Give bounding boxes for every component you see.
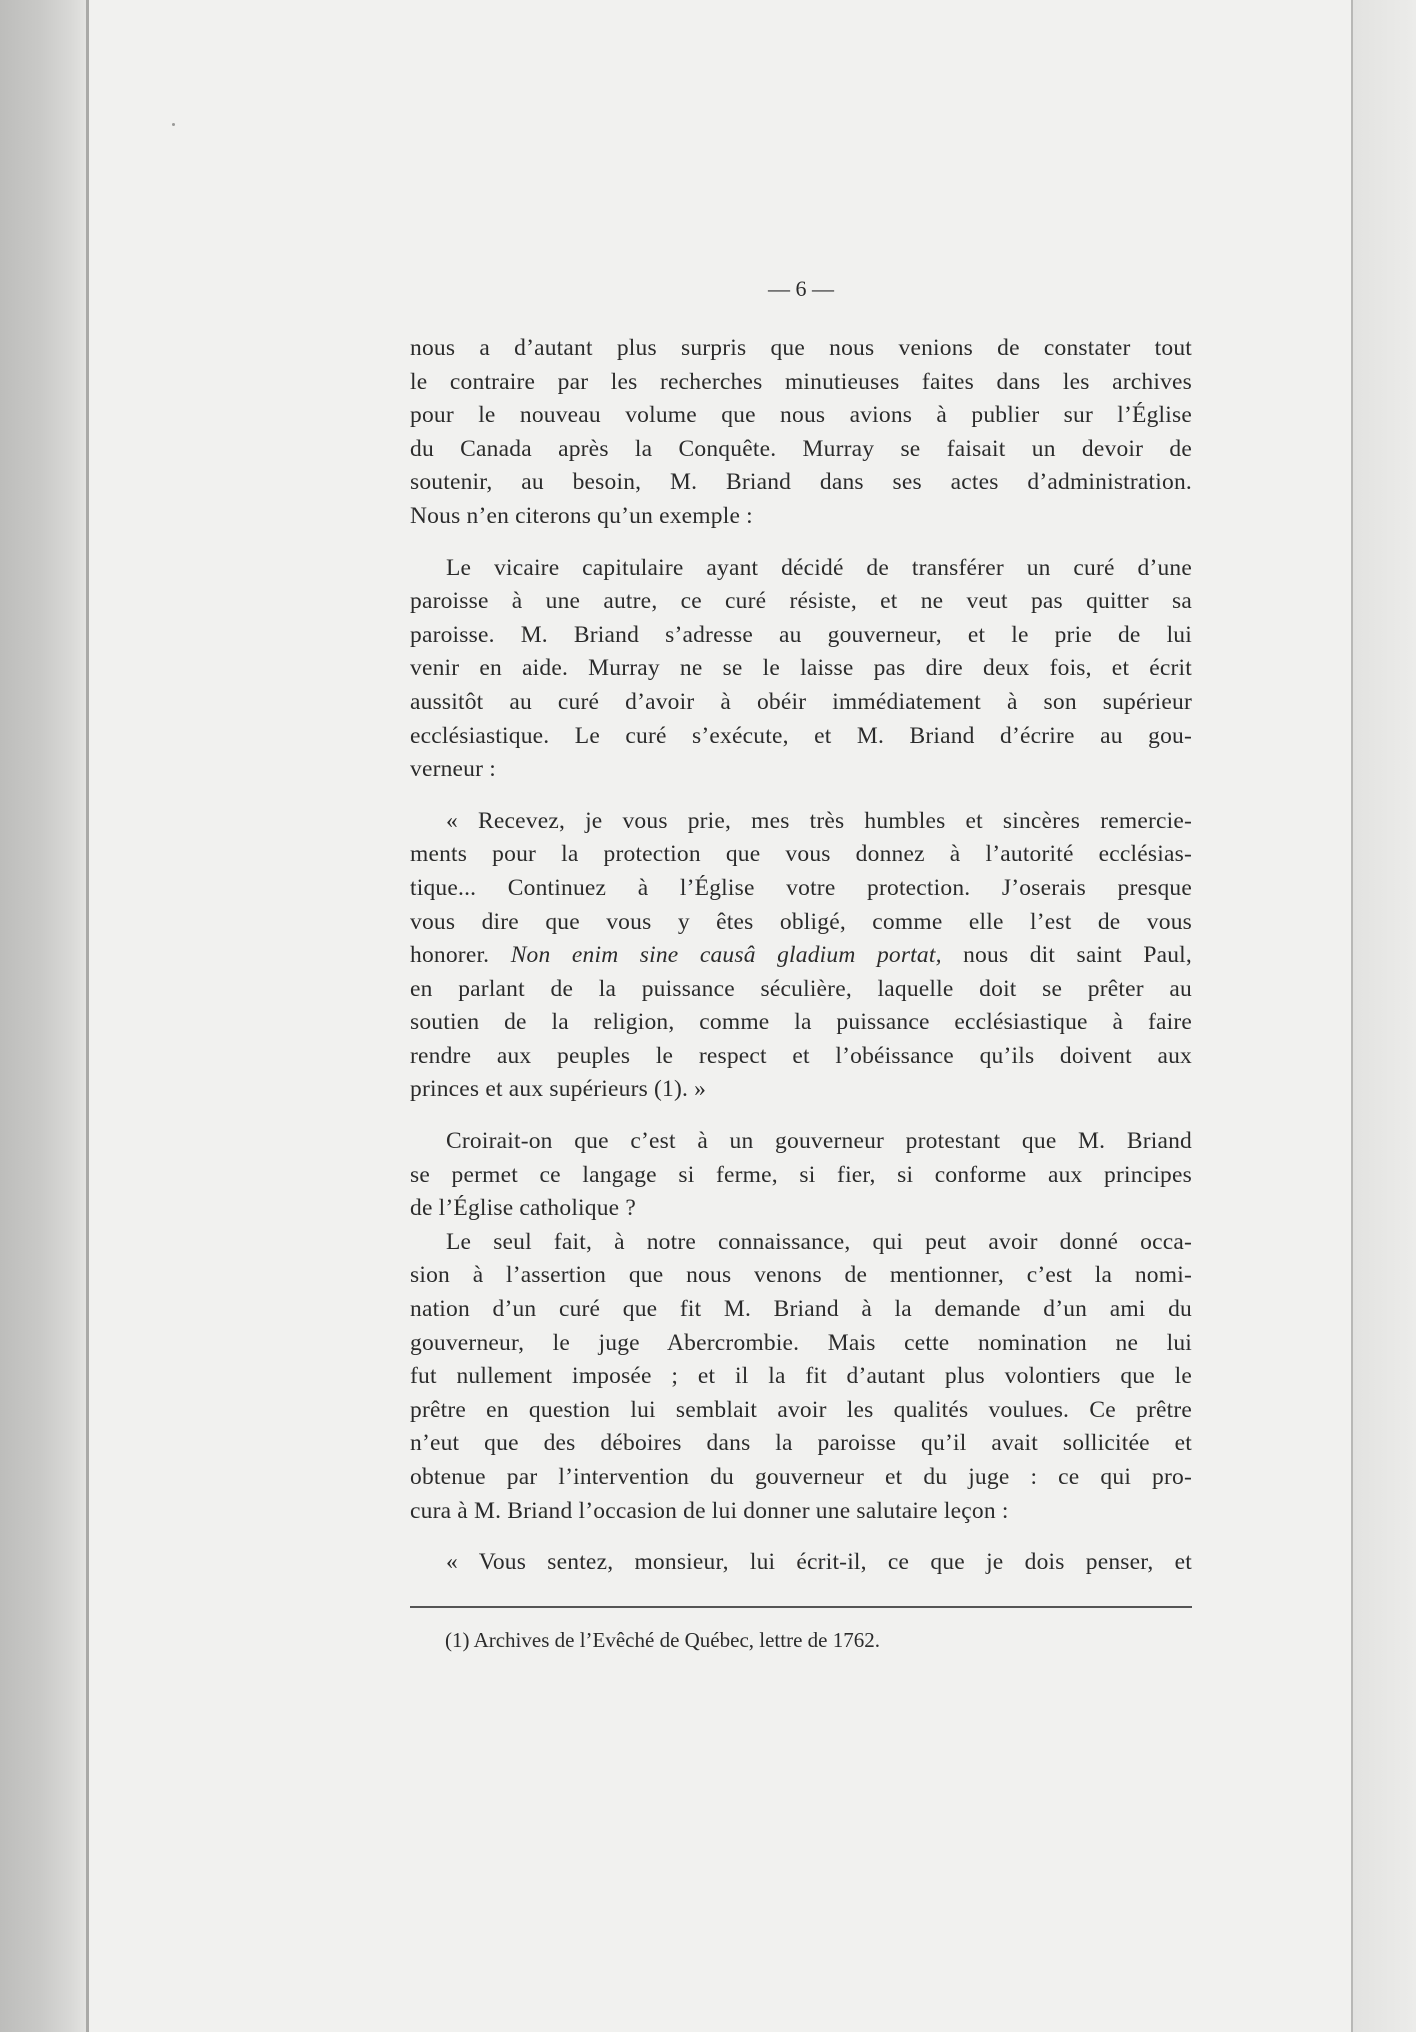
text-line: soutien de la religion, comme la puissance ecclésiastique à faire (410, 1009, 1192, 1036)
text-line: paroisse à une autre, ce curé résiste, et ne veut pas quitter sa (410, 588, 1192, 615)
text-fragment: nous dit saint Paul, (941, 942, 1192, 969)
text-line: aussitôt au curé d’avoir à obéir immédiatement à son supérieur (410, 688, 1192, 715)
text-line: cura à M. Briand l’occasion de lui donner une salutaire leçon : (410, 1497, 1009, 1524)
text-line: se permet ce langage si ferme, si fier, si conforme aux principes (410, 1161, 1192, 1188)
page-number: — 6 — (768, 276, 834, 301)
text-line: fut nullement imposée ; et il la fit d’autant plus volontiers que le (410, 1363, 1192, 1390)
text-line: ecclésiastique. Le curé s’exécute, et M. Briand d’écrire au gou- (410, 722, 1192, 749)
binding-strip (0, 0, 88, 2032)
text-line: Le seul fait, à notre connaissance, qui peut avoir donné occa- (446, 1228, 1192, 1255)
text-line: obtenue par l’intervention du gouverneur et du juge : ce qui pro- (410, 1464, 1192, 1490)
text-line: venir en aide. Murray ne se le laisse pas dire deux fois, et écrit (410, 655, 1192, 682)
text-line: Le vicaire capitulaire ayant décidé de transférer un curé d’une (446, 554, 1192, 581)
body-text (410, 332, 1192, 1580)
text-line: vous dire que vous y êtes obligé, comme elle l’est de vous (410, 908, 1192, 935)
footnote-rule (410, 1606, 1192, 1608)
text-line: « Vous sentez, monsieur, lui écrit-il, ce que je dois penser, et (446, 1549, 1192, 1576)
text-fragment: honorer. (410, 942, 511, 969)
latin-quotation: Non enim sine causâ gladium portat, (510, 942, 942, 969)
text-line: gouverneur, le juge Abercrombie. Mais cette nomination ne lui (410, 1329, 1192, 1356)
text-line: soutenir, au besoin, M. Briand dans ses actes d’administration. (410, 469, 1192, 496)
text-line-with-latin-quote (410, 939, 1192, 973)
text-line: du Canada après la Conquête. Murray se faisait un devoir de (410, 435, 1192, 462)
text-line: le contraire par les recherches minutieuses faites dans les archives (410, 368, 1192, 395)
text-line: n’eut que des déboires dans la paroisse qu’il avait sollicitée et (410, 1430, 1192, 1457)
text-line: « Recevez, je vous prie, mes très humbles et sincères remercie- (446, 807, 1192, 834)
text-line: pour le nouveau volume que nous avions à publier sur l’Église (410, 402, 1192, 429)
text-line: paroisse. M. Briand s’adresse au gouverneur, et le prie de lui (410, 621, 1192, 648)
text-line: nation d’un curé que fit M. Briand à la demande d’un ami du (410, 1296, 1192, 1323)
text-line: de l’Église catholique ? (410, 1195, 637, 1222)
text-line: Croirait-on que c’est à un gouverneur protestant que M. Briand (446, 1128, 1192, 1155)
text-line: rendre aux peuples le respect et l’obéissance qu’ils doivent aux (410, 1042, 1192, 1069)
text-line: ments pour la protection que vous donnez à l’autorité ecclésias- (410, 841, 1192, 868)
footnote: (1) Archives de l’Evêché de Québec, lettre de 1762. (445, 1628, 880, 1652)
text-line: princes et aux supérieurs (1). » (410, 1076, 707, 1103)
text-line: tique... Continuez à l’Église votre protection. J’oserais presque (410, 874, 1192, 901)
text-line: verneur : (410, 756, 496, 783)
text-line: nous a d’autant plus surpris que nous venions de constater tout (410, 335, 1192, 361)
page-right-shadow (1353, 0, 1416, 2032)
text-line: sion à l’assertion que nous venons de mentionner, c’est la nomi- (410, 1262, 1192, 1289)
paper-speck (172, 123, 175, 126)
text-line: en parlant de la puissance séculière, laquelle doit se prêter au (410, 975, 1192, 1002)
text-line: Nous n’en citerons qu’un exemple : (410, 502, 753, 529)
text-line: prêtre en question lui semblait avoir les qualités voulues. Ce prêtre (410, 1396, 1192, 1423)
